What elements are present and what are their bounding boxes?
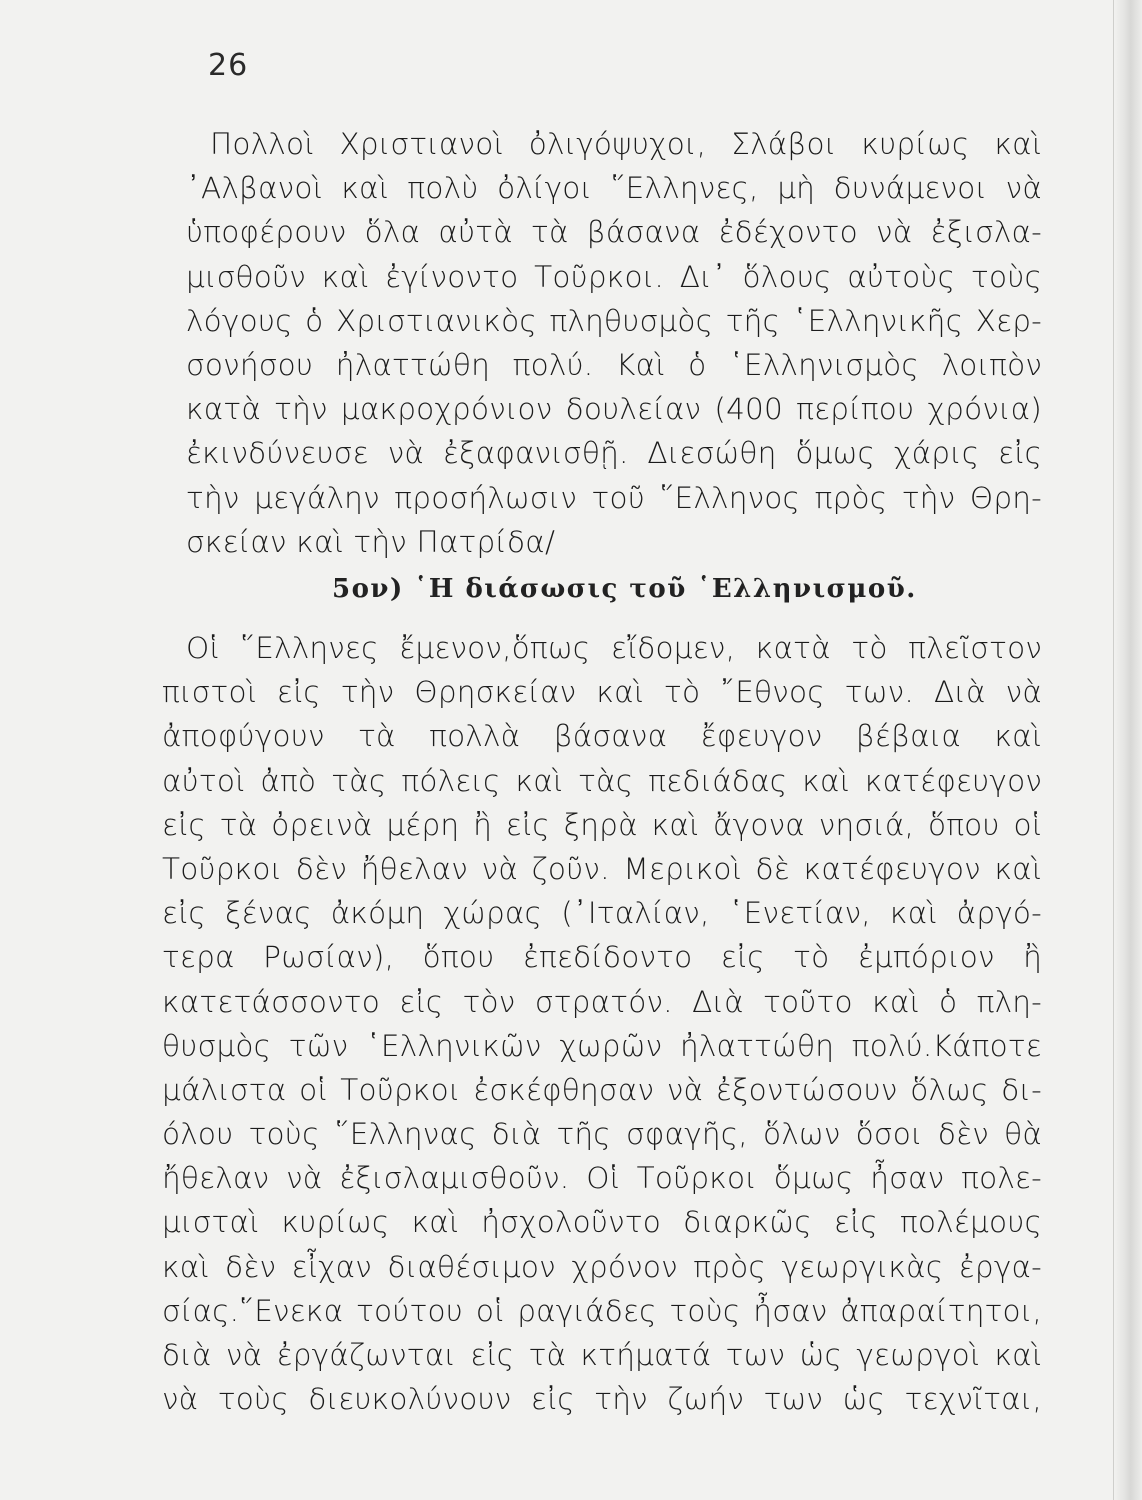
text-line: ᾿Αλβανοὶ καὶ πολὺ ὀλίγοι ῞Ελληνες, μὴ δυνάμενοι νὰ <box>186 171 1042 206</box>
paragraph-2 <box>162 626 1042 1421</box>
text-line: σίας.῞Ενεκα τούτου οἱ ραγιάδες τοὺς ἦσαν ἀπαραίτητοι, <box>162 1293 1042 1328</box>
text-line: πιστοὶ εἰς τὴν Θρησκείαν καὶ τὸ ῎Εθνος των. Διὰ νὰ <box>162 675 1042 710</box>
text-line: ἐκινδύνευσε νὰ ἐξαφανισθῇ. Διεσώθη ὅμως χάρις εἰς <box>186 436 1042 471</box>
text-line: τὴν μεγάλην προσήλωσιν τοῦ ῞Ελληνος πρὸς τὴν Θρη- <box>186 480 1042 515</box>
page-binding-edge <box>1113 0 1142 1500</box>
text-line: σκείαν καὶ τὴν Πατρίδα/ <box>186 524 556 559</box>
text-line: εἰς τὰ ὀρεινὰ μέρη ἢ εἰς ξηρὰ καὶ ἄγονα νησιά, ὅπου οἱ <box>162 807 1042 842</box>
text-line: όλου τοὺς ῞Ελληνας διὰ τῆς σφαγῆς, ὅλων ὅσοι δὲν θὰ <box>162 1117 1042 1152</box>
text-line: ὑποφέρουν ὅλα αὐτὰ τὰ βάσανα ἐδέχοντο νὰ ἐξισλα- <box>186 215 1042 250</box>
text-line: διὰ νὰ ἐργάζωνται εἰς τὰ κτήματά των ὡς γεωργοὶ καὶ <box>162 1338 1042 1372</box>
text-line: καὶ δὲν εἶχαν διαθέσιμον χρόνον πρὸς γεωργικὰς ἐργα- <box>162 1249 1042 1284</box>
text-line: μισθοῦν καὶ ἐγίνοντο Τοῦρκοι. Δι᾿ ὅλους αὐτοὺς τοὺς <box>186 259 1042 294</box>
text-line: θυσμὸς τῶν ῾Ελληνικῶν χωρῶν ἠλαττώθη πολύ.Κάποτε <box>162 1028 1042 1063</box>
section-heading: 5ον) ῾Η διάσωσις τοῦ ῾Ελληνισμοῦ. <box>332 574 917 604</box>
text-line: Πολλοὶ Χριστιανοὶ ὀλιγόψυχοι, Σλάβοι κυρίως καὶ <box>210 127 1042 161</box>
text-line: σονήσου ἠλαττώθη πολύ. Καὶ ὁ ῾Ελληνισμὸς λοιπὸν <box>186 347 1042 382</box>
text-line: Οἱ ῞Ελληνες ἔμενον,ὅπως εἴδομεν, κατὰ τὸ πλεῖστον <box>186 631 1042 665</box>
text-line: κατὰ τὴν μακροχρόνιον δουλείαν (400 περίπου χρόνια) <box>186 392 1042 427</box>
text-line: λόγους ὁ Χριστιανικὸς πληθυσμὸς τῆς ῾Ελληνικῆς Χερ- <box>186 303 1042 338</box>
text-line: ἀποφύγουν τὰ πολλὰ βάσανα ἔφευγον βέβαια καὶ <box>162 719 1042 754</box>
text-line: αὐτοὶ ἀπὸ τὰς πόλεις καὶ τὰς πεδιάδας καὶ κατέφευγον <box>162 763 1042 798</box>
text-line: Τοῦρκοι δὲν ἤθελαν νὰ ζοῦν. Μερικοὶ δὲ κατέφευγον καὶ <box>162 851 1042 886</box>
paragraph-1 <box>186 122 1042 564</box>
text-line: νὰ τοὺς διευκολύνουν εἰς τὴν ζωήν των ὡς τεχνῖται, <box>162 1382 1042 1417</box>
text-line: εἰς ξένας ἀκόμη χώρας (᾿Ιταλίαν, ῾Ενετίαν, καὶ ἀργό- <box>162 896 1042 931</box>
text-line: μισταὶ κυρίως καὶ ἠσχολοῦντο διαρκῶς εἰς πολέμους <box>162 1205 1042 1240</box>
text-line: τερα Ρωσίαν), ὅπου ἐπεδίδοντο εἰς τὸ ἐμπόριον ἢ <box>162 940 1042 975</box>
text-line: κατετάσσοντο εἰς τὸν στρατόν. Διὰ τοῦτο καὶ ὁ πλη- <box>162 984 1042 1019</box>
text-line: μάλιστα οἱ Τοῦρκοι ἐσκέφθησαν νὰ ἐξοντώσουν ὅλως δι- <box>162 1072 1042 1107</box>
page-number: 26 <box>208 48 249 83</box>
text-line: ἤθελαν νὰ ἐξισλαμισθοῦν. Οἱ Τοῦρκοι ὅμως ἦσαν πολε- <box>162 1161 1042 1196</box>
